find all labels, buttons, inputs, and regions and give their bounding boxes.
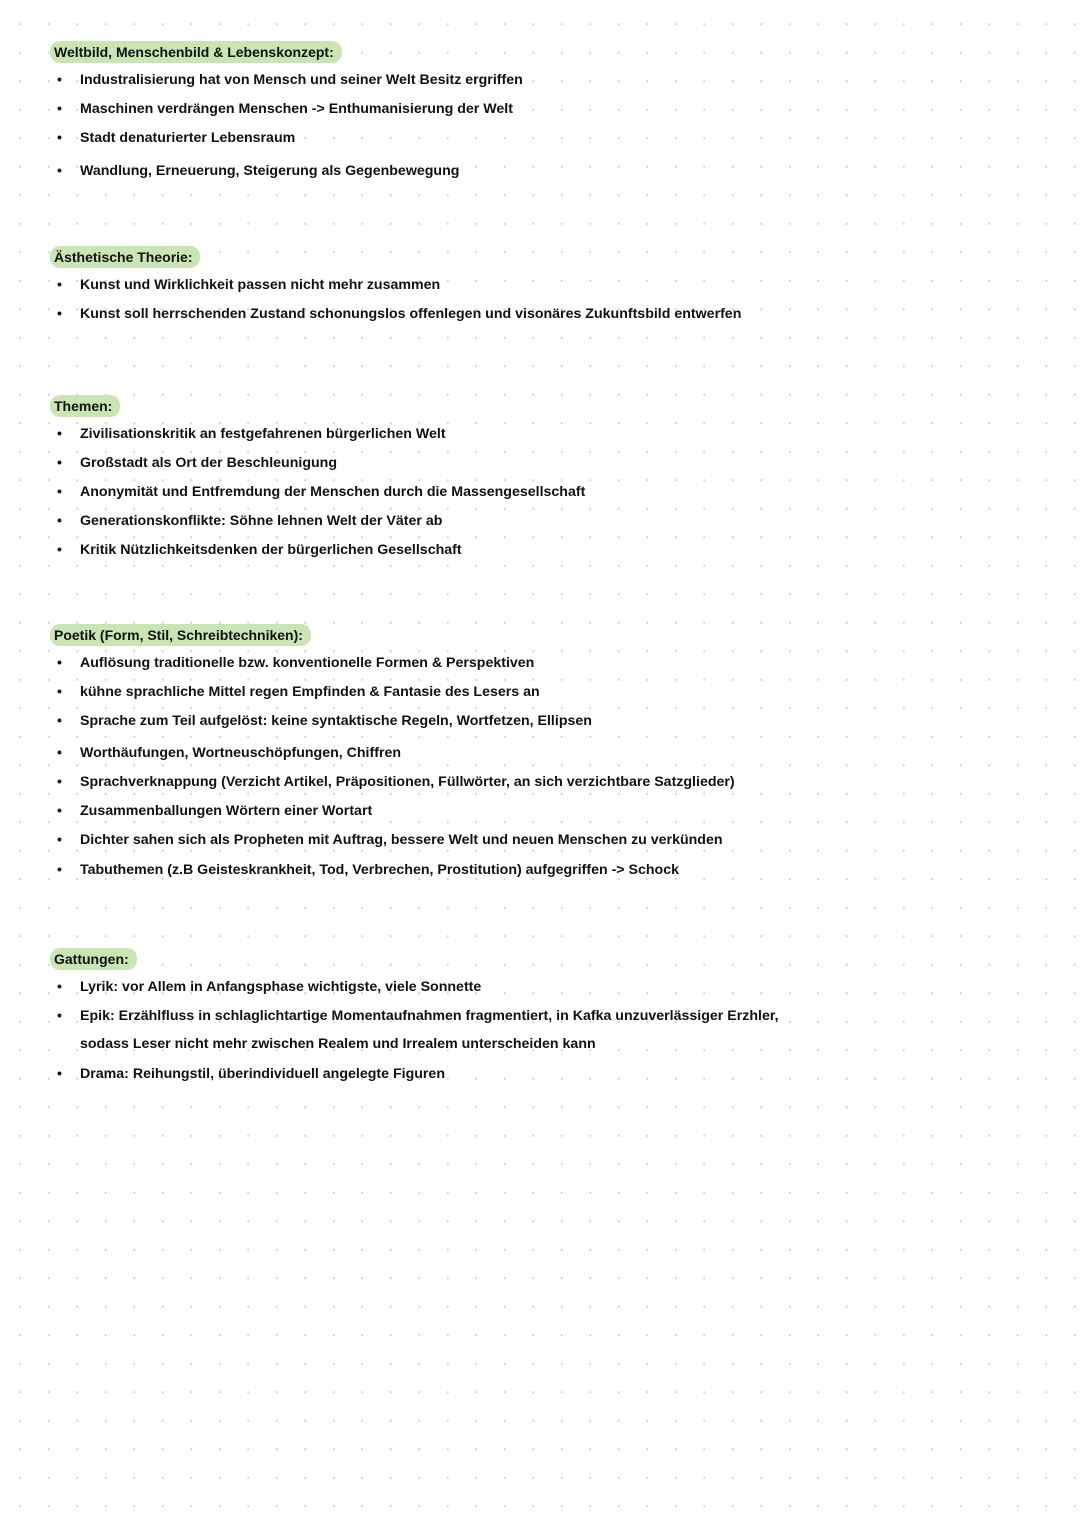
bullet: • xyxy=(57,130,62,146)
item-text: Wandlung, Erneuerung, Steigerung als Gegenbewegung xyxy=(80,163,460,179)
bullet: • xyxy=(57,832,62,848)
list-item xyxy=(57,129,295,147)
list-item xyxy=(57,1007,779,1025)
list-item xyxy=(57,541,462,559)
item-text: Lyrik: vor Allem in Anfangsphase wichtigste, viele Sonnette xyxy=(80,979,482,995)
list-item xyxy=(57,712,592,730)
item-text: Zusammenballungen Wörtern einer Wortart xyxy=(80,803,373,819)
section-heading: Gattungen: xyxy=(50,948,137,970)
item-text: kühne sprachliche Mittel regen Empfinden & Fantasie des Lesers an xyxy=(80,684,540,700)
bullet: • xyxy=(57,306,62,322)
list-item xyxy=(57,454,337,472)
bullet: • xyxy=(57,655,62,671)
list-item xyxy=(57,162,459,180)
item-text: Generationskonflikte: Söhne lehnen Welt der Väter ab xyxy=(80,513,443,529)
item-text: Industralisierung hat von Mensch und seiner Welt Besitz ergriffen xyxy=(80,72,523,88)
item-text: Stadt denaturierter Lebensraum xyxy=(80,130,296,146)
bullet: • xyxy=(57,277,62,293)
item-text: Epik: Erzählfluss in schlaglichtartige Momentaufnahmen fragmentiert, in Kafka unzuverlässiger Erzhler, xyxy=(80,1008,779,1024)
list-item xyxy=(57,100,513,118)
item-text: Maschinen verdrängen Menschen -> Enthumanisierung der Welt xyxy=(80,101,513,117)
list-item xyxy=(57,483,585,501)
item-text: Tabuthemen (z.B Geisteskrankheit, Tod, Verbrechen, Prostitution) aufgegriffen -> Schock xyxy=(80,862,679,878)
list-item xyxy=(57,654,534,672)
bullet: • xyxy=(57,774,62,790)
list-item-continuation: sodass Leser nicht mehr zwischen Realem und Irrealem unterscheiden kann xyxy=(80,1036,596,1052)
item-text: Sprachverknappung (Verzicht Artikel, Präpositionen, Füllwörter, an sich verzichtbare Satzglieder) xyxy=(80,774,735,790)
bullet: • xyxy=(57,72,62,88)
list-item xyxy=(57,1065,445,1083)
list-item xyxy=(57,831,723,849)
item-text: Kunst soll herrschenden Zustand schonungslos offenlegen und visonäres Zukunftsbild entwerfen xyxy=(80,306,742,322)
list-item xyxy=(57,71,523,89)
bullet: • xyxy=(57,163,62,179)
bullet: • xyxy=(57,542,62,558)
list-item xyxy=(57,978,481,996)
bullet: • xyxy=(57,862,62,878)
list-item xyxy=(57,773,735,791)
bullet: • xyxy=(57,484,62,500)
item-text: Anonymität und Entfremdung der Menschen durch die Massengesellschaft xyxy=(80,484,586,500)
list-item xyxy=(57,861,679,879)
bullet: • xyxy=(57,1066,62,1082)
list-item xyxy=(57,683,540,701)
section-heading: Themen: xyxy=(50,395,120,417)
bullet: • xyxy=(57,101,62,117)
bullet: • xyxy=(57,426,62,442)
bullet: • xyxy=(57,713,62,729)
list-item xyxy=(57,802,372,820)
item-text: Drama: Reihungstil, überindividuell angelegte Figuren xyxy=(80,1066,445,1082)
item-text: Zivilisationskritik an festgefahrenen bürgerlichen Welt xyxy=(80,426,446,442)
bullet: • xyxy=(57,979,62,995)
list-item xyxy=(57,744,401,762)
list-item xyxy=(57,512,442,530)
item-text: Worthäufungen, Wortneuschöpfungen, Chiffren xyxy=(80,745,402,761)
bullet: • xyxy=(57,745,62,761)
list-item xyxy=(57,305,741,323)
bullet: • xyxy=(57,455,62,471)
bullet: • xyxy=(57,1008,62,1024)
item-text: Großstadt als Ort der Beschleunigung xyxy=(80,455,337,471)
bullet: • xyxy=(57,684,62,700)
bullet: • xyxy=(57,513,62,529)
item-text: Auflösung traditionelle bzw. konventionelle Formen & Perspektiven xyxy=(80,655,535,671)
section-heading: Ästhetische Theorie: xyxy=(50,246,200,268)
bullet: • xyxy=(57,803,62,819)
item-text: Kritik Nützlichkeitsdenken der bürgerlichen Gesellschaft xyxy=(80,542,462,558)
item-text: Dichter sahen sich als Propheten mit Auftrag, bessere Welt und neuen Menschen zu verkünden xyxy=(80,832,723,848)
list-item xyxy=(57,425,446,443)
section-heading: Weltbild, Menschenbild & Lebenskonzept: xyxy=(50,41,342,63)
item-text: Kunst und Wirklichkeit passen nicht mehr zusammen xyxy=(80,277,441,293)
item-text: Sprache zum Teil aufgelöst: keine syntaktische Regeln, Wortfetzen, Ellipsen xyxy=(80,713,592,729)
section-heading: Poetik (Form, Stil, Schreibtechniken): xyxy=(50,624,311,646)
list-item xyxy=(57,276,440,294)
